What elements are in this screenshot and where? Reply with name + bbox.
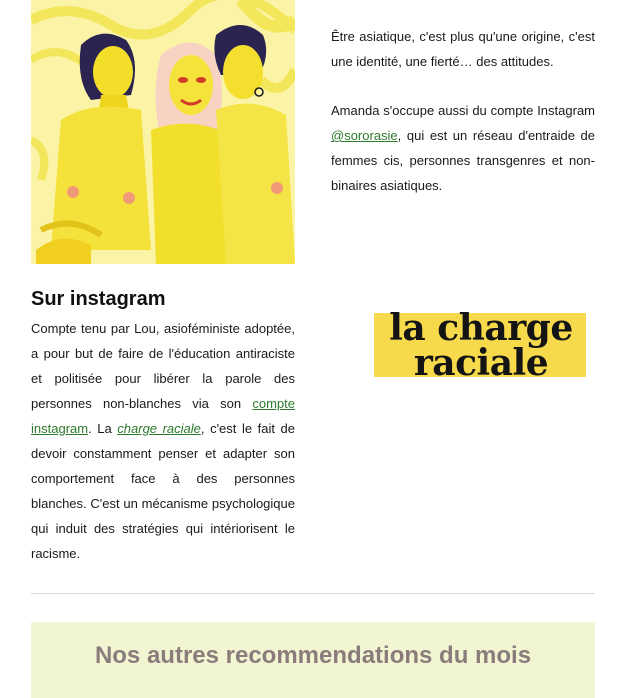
recommendations-title: Nos autres recommendations du mois (94, 642, 532, 669)
compte-instagram-link[interactable]: compte instagram (31, 396, 295, 436)
intro-text (331, 24, 595, 198)
instagram-text-part1: Compte tenu par Lou, asioféministe adoptée, a pour but de faire de l'éducation antiraciste et politisée pour libérer la parole des personnes non-blanches via son (31, 321, 295, 411)
recommendations-banner (31, 622, 595, 698)
instagram-section-heading: Sur instagram (31, 288, 166, 310)
instagram-text-part3: , c'est le fait de devoir constamment penser et adapter son comportement face à des personnes blanches. C'est un mécanisme psychologique qui induit des stratégies qui intériorisent le racisme. (31, 421, 295, 561)
illustration-image (31, 0, 295, 264)
la-charge-raciale-logo (367, 282, 595, 410)
charge-raciale-link[interactable]: charge raciale (117, 421, 201, 436)
sororasie-link[interactable]: @sororasie (331, 128, 398, 143)
section-divider (31, 593, 595, 594)
instagram-section-text (31, 316, 295, 566)
logo-text-line1: la charge (389, 307, 573, 349)
intro-paragraph-sororasie (331, 98, 595, 198)
intro-text-before-link: Amanda s'occupe aussi du compte Instagram (331, 103, 595, 118)
instagram-text-part2: . La (88, 421, 118, 436)
intro-text-after-link: , qui est un réseau d'entraide de femmes cis, personnes transgenres et non-binaires asiatiques. (331, 128, 595, 193)
logo-text-line2: raciale (413, 342, 549, 384)
intro-paragraph-identity: Être asiatique, c'est plus qu'une origine, c'est une identité, une fierté… des attitudes. (331, 29, 595, 69)
